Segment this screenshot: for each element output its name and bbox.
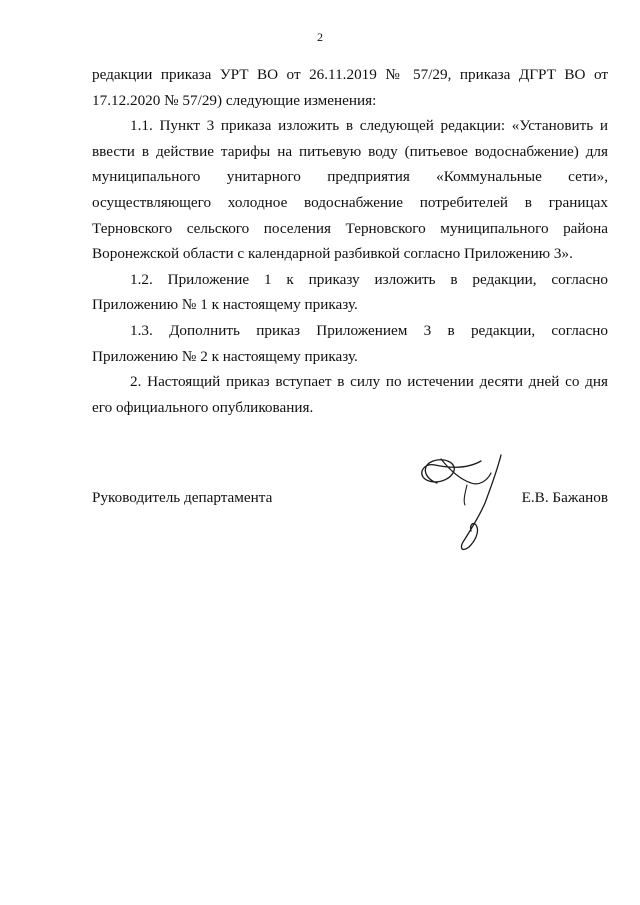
paragraph-item-1-1: 1.1. Пункт 3 приказа изложить в следующей редакции: «Установить и ввести в действие тарифы на питьевую воду (питьевое водоснабжение) для муниципального унитарного предприятия «Коммунальные сети», осуществляющего холодное водоснабжение потребителей в границах Терновского сельского поселения Терновского муниципального района Воронежской области с календарной разбивкой согласно Приложению 3». <box>92 117 608 263</box>
signer-position: Руководитель департамента <box>92 489 273 506</box>
paragraph-item-1-2: 1.2. Приложение 1 к приказу изложить в редакции, согласно Приложению № 1 к настоящему приказу. <box>92 270 608 314</box>
signature-block <box>92 485 608 585</box>
paragraph-item-1-3: 1.3. Дополнить приказ Приложением 3 в редакции, согласно Приложению № 2 к настоящему приказу. <box>92 321 608 365</box>
paragraph-continuation: редакции приказа УРТ ВО от 26.11.2019 № 57/29, приказа ДГРТ ВО от 17.12.2020 № 57/29) следующие изменения: <box>92 66 608 109</box>
signer-name: Е.В. Бажанов <box>521 489 608 506</box>
handwritten-signature-icon <box>419 453 509 563</box>
paragraph-item-2: 2. Настоящий приказ вступает в силу по истечении десяти дней со дня его официального опубликования. <box>92 373 608 416</box>
document-body <box>92 62 608 420</box>
page-number: 2 <box>317 30 323 44</box>
